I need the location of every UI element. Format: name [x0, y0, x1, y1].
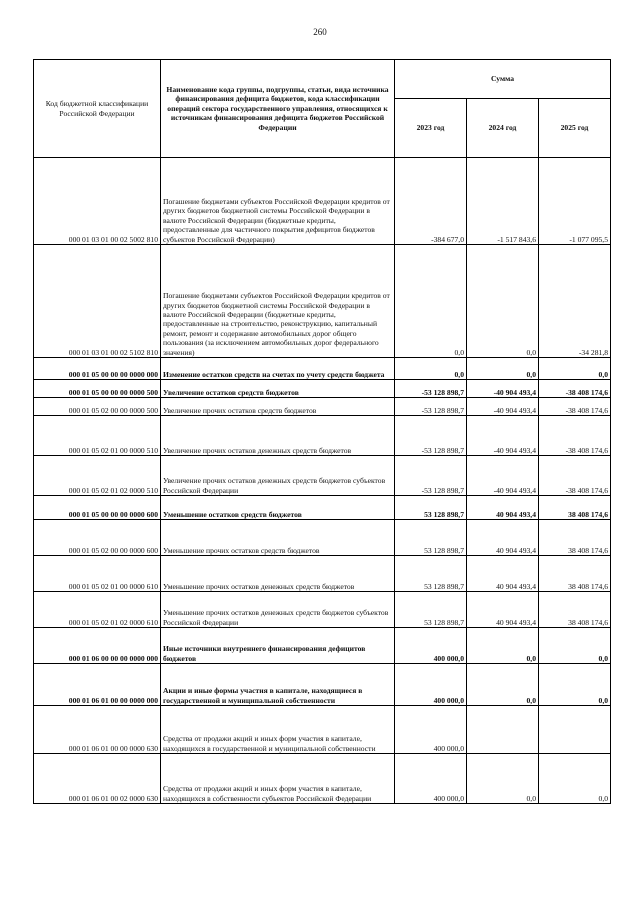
row-name: Погашение бюджетами субъектов Российской Федерации кредитов от других бюджетов бюджетной системы Российской Федерации в валюте Российской Федерации (бюджетные кредиты, предоставленные для частичного покрытия дефицитов бюджетов субъектов Российской Федерации)	[161, 158, 395, 245]
value-2023: 400 000,0	[395, 664, 467, 706]
value-2023: 0,0	[395, 358, 467, 380]
row-code: 000 01 05 02 00 00 0000 600	[34, 520, 161, 556]
row-code: 000 01 05 02 01 02 0000 510	[34, 456, 161, 496]
value-2024: 0,0	[467, 664, 539, 706]
header-year-2025: 2025 год	[539, 99, 611, 158]
value-2024: 0,0	[467, 628, 539, 664]
table-row	[34, 456, 611, 496]
value-2025: -1 077 095,5	[539, 158, 611, 245]
value-2025: -34 281,8	[539, 245, 611, 358]
table-row	[34, 664, 611, 706]
value-2025: 38 408 174,6	[539, 592, 611, 628]
table-row	[34, 706, 611, 754]
header-code: Код бюджетной классификации Российской Федерации	[34, 60, 161, 158]
header-sum: Сумма	[395, 60, 611, 99]
table-row	[34, 245, 611, 358]
row-name: Уменьшение прочих остатков средств бюджетов	[161, 520, 395, 556]
value-2023: -53 128 898,7	[395, 416, 467, 456]
row-code: 000 01 05 02 01 00 0000 510	[34, 416, 161, 456]
row-name: Средства от продажи акций и иных форм участия в капитале, находящихся в государственной и муниципальной собственности	[161, 706, 395, 754]
table-row	[34, 592, 611, 628]
row-name: Уменьшение прочих остатков денежных средств бюджетов субъектов Российской Федерации	[161, 592, 395, 628]
value-2023: -53 128 898,7	[395, 456, 467, 496]
value-2024: 0,0	[467, 754, 539, 804]
row-code: 000 01 05 02 00 00 0000 500	[34, 398, 161, 416]
value-2024: -1 517 843,6	[467, 158, 539, 245]
value-2025: 38 408 174,6	[539, 496, 611, 520]
row-code: 000 01 05 00 00 00 0000 000	[34, 358, 161, 380]
value-2023: -53 128 898,7	[395, 380, 467, 398]
value-2023: -53 128 898,7	[395, 398, 467, 416]
value-2024: 0,0	[467, 358, 539, 380]
value-2025: 0,0	[539, 754, 611, 804]
table-row	[34, 520, 611, 556]
value-2024: 40 904 493,4	[467, 520, 539, 556]
row-name: Увеличение прочих остатков средств бюджетов	[161, 398, 395, 416]
value-2023: 400 000,0	[395, 754, 467, 804]
row-code: 000 01 03 01 00 02 5002 810	[34, 158, 161, 245]
value-2024: -40 904 493,4	[467, 380, 539, 398]
row-name: Увеличение остатков средств бюджетов	[161, 380, 395, 398]
row-code: 000 01 03 01 00 02 5102 810	[34, 245, 161, 358]
budget-sources-table	[33, 59, 611, 804]
table-row	[34, 398, 611, 416]
value-2025: 38 408 174,6	[539, 556, 611, 592]
row-name: Уменьшение прочих остатков денежных средств бюджетов	[161, 556, 395, 592]
row-name: Изменение остатков средств на счетах по учету средств бюджета	[161, 358, 395, 380]
row-name: Акции и иные формы участия в капитале, находящиеся в государственной и муниципальной собственности	[161, 664, 395, 706]
row-code: 000 01 06 00 00 00 0000 000	[34, 628, 161, 664]
value-2023: 400 000,0	[395, 628, 467, 664]
row-name: Увеличение прочих остатков денежных средств бюджетов	[161, 416, 395, 456]
table-row	[34, 556, 611, 592]
row-code: 000 01 05 02 01 00 0000 610	[34, 556, 161, 592]
value-2024: -40 904 493,4	[467, 416, 539, 456]
value-2025: 0,0	[539, 628, 611, 664]
value-2023: -384 677,0	[395, 158, 467, 245]
table-row	[34, 754, 611, 804]
table-row	[34, 158, 611, 245]
header-year-2024: 2024 год	[467, 99, 539, 158]
table-body	[34, 158, 611, 804]
value-2024: 40 904 493,4	[467, 592, 539, 628]
value-2023: 53 128 898,7	[395, 520, 467, 556]
row-code: 000 01 06 01 00 02 0000 630	[34, 754, 161, 804]
value-2024: 40 904 493,4	[467, 556, 539, 592]
value-2023: 53 128 898,7	[395, 556, 467, 592]
header-name: Наименование кода группы, подгруппы, статьи, вида источника финансирования дефицита бюджетов, кода классификации операций сектора государственного управления, относящихся к источникам финансирования дефицита бюджетов Российской Федерации	[161, 60, 395, 158]
row-code: 000 01 05 02 01 02 0000 610	[34, 592, 161, 628]
row-name: Увеличение прочих остатков денежных средств бюджетов субъектов Российской Федерации	[161, 456, 395, 496]
value-2025: 38 408 174,6	[539, 520, 611, 556]
value-2024	[467, 706, 539, 754]
row-name: Погашение бюджетами субъектов Российской Федерации кредитов от других бюджетов бюджетной системы Российской Федерации в валюте Российской Федерации (бюджетные кредиты, предоставленные на строительство, реконструкцию, капитальный ремонт, ремонт и содержание автомобильных дорог общего пользования (за исключением автомобильных дорог федерального значения)	[161, 245, 395, 358]
table-row	[34, 496, 611, 520]
row-code: 000 01 05 00 00 00 0000 500	[34, 380, 161, 398]
value-2023: 53 128 898,7	[395, 496, 467, 520]
row-name: Иные источники внутреннего финансирования дефицитов бюджетов	[161, 628, 395, 664]
table-row	[34, 380, 611, 398]
table-row	[34, 628, 611, 664]
header-year-2023: 2023 год	[395, 99, 467, 158]
value-2025: -38 408 174,6	[539, 398, 611, 416]
value-2025: -38 408 174,6	[539, 380, 611, 398]
value-2025: -38 408 174,6	[539, 456, 611, 496]
value-2025: 0,0	[539, 664, 611, 706]
row-code: 000 01 06 01 00 00 0000 000	[34, 664, 161, 706]
value-2023: 0,0	[395, 245, 467, 358]
row-name: Средства от продажи акций и иных форм участия в капитале, находящихся в собственности субъектов Российской Федерации	[161, 754, 395, 804]
row-code: 000 01 05 00 00 00 0000 600	[34, 496, 161, 520]
value-2023: 53 128 898,7	[395, 592, 467, 628]
page-number: 260	[313, 27, 327, 37]
value-2024: -40 904 493,4	[467, 398, 539, 416]
value-2025	[539, 706, 611, 754]
value-2024: 40 904 493,4	[467, 496, 539, 520]
row-code: 000 01 06 01 00 00 0000 630	[34, 706, 161, 754]
value-2024: 0,0	[467, 245, 539, 358]
value-2025: 0,0	[539, 358, 611, 380]
row-name: Уменьшение остатков средств бюджетов	[161, 496, 395, 520]
value-2024: -40 904 493,4	[467, 456, 539, 496]
value-2025: -38 408 174,6	[539, 416, 611, 456]
table-row	[34, 416, 611, 456]
value-2023: 400 000,0	[395, 706, 467, 754]
table-row	[34, 358, 611, 380]
